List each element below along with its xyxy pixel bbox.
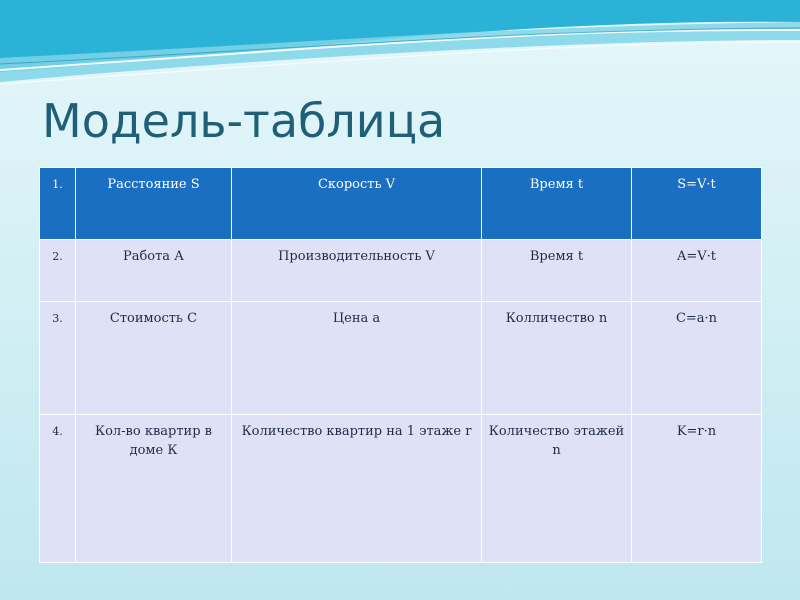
- table-cell-quantity: Расстояние S: [76, 168, 232, 240]
- table-cell-number: 1.: [40, 168, 76, 240]
- table-cell-formula: C=a·n: [632, 302, 762, 415]
- table-cell-formula: A=V·t: [632, 240, 762, 302]
- table-row-1: [40, 168, 762, 240]
- table-cell-quantity: Стоимость С: [76, 302, 232, 415]
- table-cell-formula: K=r·n: [632, 415, 762, 563]
- table-row-3: [40, 302, 762, 415]
- table-cell-time: Колличество n: [482, 302, 632, 415]
- table-cell-time: Количество этажей n: [482, 415, 632, 563]
- table-cell-formula: S=V·t: [632, 168, 762, 240]
- table-cell-time: Время t: [482, 168, 632, 240]
- table-cell-rate: Производительность V: [232, 240, 482, 302]
- table-cell-rate: Количество квартир на 1 этаже r: [232, 415, 482, 563]
- table-cell-number: 3.: [40, 302, 76, 415]
- slide-title: Модель-таблица: [42, 94, 446, 148]
- model-table: [39, 167, 762, 563]
- table-cell-number: 4.: [40, 415, 76, 563]
- table-row-2: [40, 240, 762, 302]
- table-cell-rate: Цена а: [232, 302, 482, 415]
- table-cell-rate: Скорость V: [232, 168, 482, 240]
- table-cell-number: 2.: [40, 240, 76, 302]
- table-cell-time: Время t: [482, 240, 632, 302]
- table-row-4: [40, 415, 762, 563]
- wave-decoration: [0, 0, 800, 100]
- table-cell-quantity: Кол-во квартир в доме К: [76, 415, 232, 563]
- model-table-container: [39, 167, 761, 555]
- table-cell-quantity: Работа А: [76, 240, 232, 302]
